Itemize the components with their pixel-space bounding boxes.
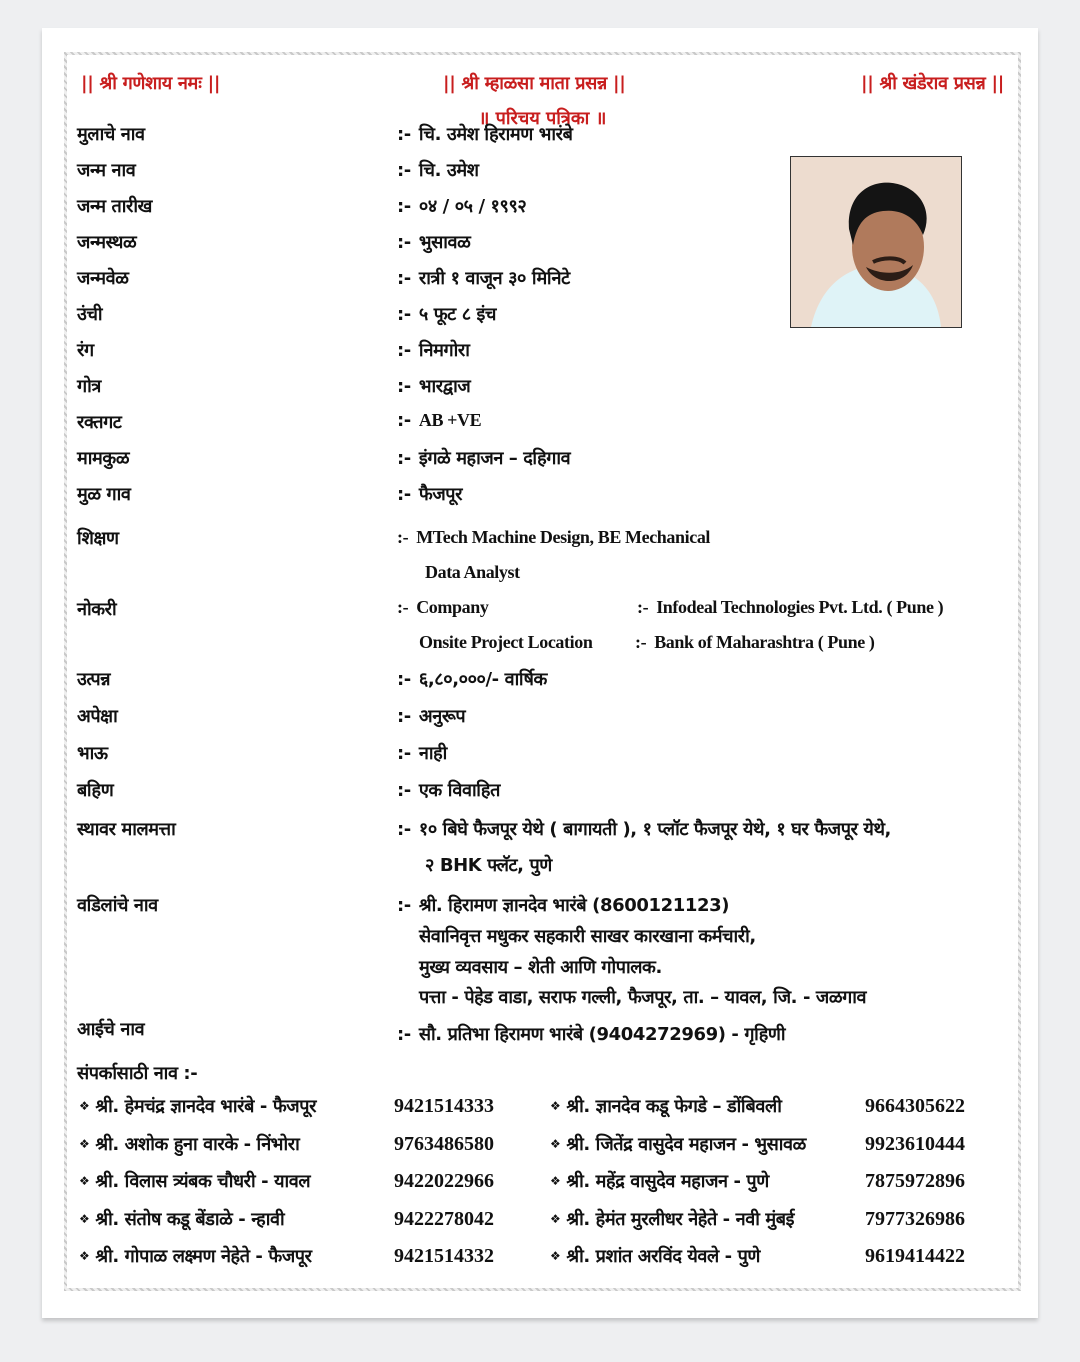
separator: :- — [397, 196, 411, 217]
field-value — [397, 374, 470, 398]
diamond-bullet-icon: ❖ — [79, 1174, 90, 1188]
field-value-text: चि. उमेश — [418, 160, 479, 181]
diamond-bullet-icon: ❖ — [550, 1136, 561, 1151]
father-address: पत्ता - पेहेड वाडा, सराफ गल्ली, फैजपूर, ता. – यावल, जि. - जळगाव — [419, 987, 867, 1008]
mother-value — [397, 1022, 785, 1046]
diamond-bullet-icon: ❖ — [550, 1249, 561, 1263]
decorative-border — [64, 52, 1021, 1291]
field-label: गोत्र — [77, 376, 101, 397]
field-value-text: चि. उमेश हिरामण भारंबे — [418, 124, 573, 145]
contact-item — [550, 1244, 760, 1268]
company-value — [637, 597, 943, 618]
separator: :- — [397, 895, 411, 916]
field-value — [397, 302, 496, 326]
field-label: मुलाचे नाव — [77, 124, 145, 145]
field-label: जन्म तारीख — [77, 196, 152, 217]
field-value-text: एक विवाहित — [418, 780, 500, 801]
diamond-bullet-icon: ❖ — [550, 1174, 561, 1188]
designation: Data Analyst — [425, 562, 520, 582]
field-value-text: ०४ / ०५ / १९९२ — [418, 196, 527, 217]
field-value-text: इंगळे महाजन – दहिगाव — [418, 448, 571, 469]
separator: :- — [397, 743, 411, 764]
separator: :- — [397, 819, 411, 840]
field-value — [397, 778, 500, 802]
invocation-center: || श्री म्हाळसा माता प्रसन्न || — [443, 73, 626, 94]
separator: :- — [397, 597, 409, 617]
field-label: जन्म नाव — [77, 160, 136, 181]
education-text: MTech Machine Design, BE Mechanical — [416, 527, 711, 547]
contacts-title: संपर्कासाठी नाव :- — [77, 1063, 198, 1084]
field-value — [397, 122, 572, 146]
father-occupation: सेवानिवृत्त मधुकर सहकारी साखर कारखाना कर्मचारी, — [419, 926, 756, 947]
contact-phone[interactable]: 7875972896 — [865, 1170, 965, 1192]
contact-phone[interactable]: 9664305622 — [865, 1095, 965, 1117]
company-label-text: Company — [416, 597, 489, 617]
job-label: नोकरी — [77, 599, 117, 620]
field-label: जन्मस्थळ — [77, 232, 137, 253]
separator: :- — [637, 597, 649, 617]
contact-item — [550, 1169, 769, 1193]
contact-name: श्री. जितेंद्र वासुदेव महाजन - भुसावळ — [566, 1133, 806, 1155]
field-value-text: अनुरूप — [418, 706, 466, 727]
field-label: बहिण — [77, 780, 114, 801]
diamond-bullet-icon: ❖ — [79, 1136, 90, 1151]
separator: :- — [397, 268, 411, 289]
person-photo-icon — [791, 157, 961, 327]
education-value — [397, 527, 710, 548]
contact-name: श्री. गोपाळ लक्ष्मण नेहेते - फैजपूर — [95, 1246, 312, 1267]
father-label: वडिलांचे नाव — [77, 895, 158, 916]
onsite-location-label: Onsite Project Location — [419, 632, 593, 652]
field-label: भाऊ — [77, 743, 108, 764]
onsite-location-value — [635, 632, 875, 653]
contact-item — [550, 1207, 794, 1231]
separator: :- — [397, 780, 411, 801]
field-label: उत्पन्न — [77, 669, 111, 690]
contact-name: श्री. विलास त्र्यंबक चौधरी - यावल — [95, 1171, 311, 1192]
contact-name: श्री. हेमचंद्र ज्ञानदेव भारंबे - फैजपूर — [95, 1096, 317, 1117]
contact-phone[interactable]: 7977326986 — [865, 1207, 965, 1230]
contact-item — [79, 1132, 299, 1156]
separator: :- — [397, 160, 411, 181]
mother-label: आईचे नाव — [77, 1019, 145, 1040]
field-value-text: ६,८०,०००/- वार्षिक — [418, 669, 547, 690]
field-value-text: निमगोरा — [418, 340, 470, 361]
separator: :- — [397, 448, 411, 469]
father-business: मुख्य व्यवसाय – शेती आणि गोपालक. — [419, 957, 662, 978]
separator: :- — [397, 1024, 411, 1045]
father-name-text: श्री. हिरामण ज्ञानदेव भारंबे (8600121123) — [418, 895, 730, 916]
field-value — [397, 338, 470, 362]
page-title: ॥ परिचय पत्रिका ॥ — [478, 108, 607, 129]
separator: :- — [397, 484, 411, 505]
contact-item — [550, 1094, 782, 1118]
field-label: उंची — [77, 304, 103, 325]
property-line-1: १० बिघे फैजपूर येथे ( बागायती ), १ प्लॉट फैजपूर येथे, १ घर फैजपूर येथे, — [418, 819, 891, 840]
invocation-left: || श्री गणेशाय नमः || — [81, 73, 221, 94]
contact-item — [79, 1094, 316, 1118]
field-value — [397, 482, 462, 506]
field-label: मामकुळ — [77, 448, 130, 469]
field-value — [397, 158, 479, 182]
separator: :- — [397, 669, 411, 690]
field-value-text: फैजपूर — [418, 484, 463, 505]
contact-name: श्री. ज्ञानदेव कडू फेगडे – डोंबिवली — [566, 1096, 782, 1117]
contact-name: श्री. अशोक हुना वारके - निंभोरा — [95, 1133, 300, 1155]
field-value — [397, 667, 547, 691]
invocation-right: || श्री खंडेराव प्रसन्न || — [860, 73, 1004, 94]
diamond-bullet-icon: ❖ — [550, 1211, 561, 1226]
separator: :- — [397, 304, 411, 325]
field-value-text: रात्री १ वाजून ३० मिनिटे — [418, 268, 570, 289]
separator: :- — [397, 410, 411, 431]
separator: :- — [397, 232, 411, 253]
field-label: अपेक्षा — [77, 706, 118, 727]
father-name — [397, 893, 729, 917]
diamond-bullet-icon: ❖ — [79, 1249, 90, 1263]
field-value-text: AB +VE — [418, 410, 482, 430]
field-label: रंग — [77, 340, 94, 361]
separator: :- — [635, 632, 647, 652]
contact-name: श्री. हेमंत मुरलीधर नेहेते - नवी मुंबई — [566, 1208, 795, 1230]
field-value — [397, 446, 570, 470]
field-value — [397, 704, 465, 728]
separator: :- — [397, 340, 411, 361]
field-value-text: भुसावळ — [418, 232, 471, 253]
field-label: रक्तगट — [77, 412, 122, 433]
biodata-page — [42, 28, 1038, 1318]
field-value — [397, 741, 447, 765]
field-label: मुळ गाव — [77, 484, 131, 505]
property-line-2: २ BHK फ्लॅट, पुणे — [425, 855, 552, 876]
company-name: Infodeal Technologies Pvt. Ltd. ( Pune ) — [656, 597, 944, 617]
diamond-bullet-icon: ❖ — [79, 1211, 90, 1226]
field-label: जन्मवेळ — [77, 268, 129, 289]
contact-phone[interactable]: 9422022966 — [394, 1170, 494, 1192]
profile-photo — [790, 156, 962, 328]
field-value-text: भारद्वाज — [418, 376, 471, 397]
separator: :- — [397, 376, 411, 397]
field-value — [397, 194, 526, 218]
field-value-text: ५ फूट ८ इंच — [418, 304, 497, 325]
company-label — [397, 597, 488, 618]
education-label: शिक्षण — [77, 528, 119, 549]
field-value — [397, 266, 570, 290]
field-value — [397, 230, 470, 254]
diamond-bullet-icon: ❖ — [550, 1099, 561, 1113]
contact-name: श्री. महेंद्र वासुदेव महाजन - पुणे — [566, 1171, 769, 1192]
field-value — [397, 410, 481, 431]
contact-name: श्री. प्रशांत अरविंद येवले - पुणे — [566, 1246, 761, 1267]
contact-phone[interactable]: 9619414422 — [865, 1245, 965, 1267]
mother-text: सौ. प्रतिभा हिरामण भारंबे (9404272969) - गृहिणी — [418, 1024, 786, 1045]
contact-name: श्री. संतोष कडू बेंडाळे - न्हावी — [95, 1208, 285, 1230]
contact-item — [79, 1244, 312, 1268]
diamond-bullet-icon: ❖ — [79, 1099, 90, 1113]
contact-phone[interactable]: 9421514333 — [394, 1095, 494, 1117]
property-label: स्थावर मालमत्ता — [77, 819, 176, 840]
contact-item — [79, 1207, 284, 1231]
contact-phone[interactable]: 9422278042 — [394, 1207, 494, 1230]
contact-phone[interactable]: 9923610444 — [865, 1132, 965, 1155]
field-value-text: नाही — [418, 743, 447, 764]
property-value — [397, 817, 891, 841]
contact-item — [79, 1169, 310, 1193]
contact-phone[interactable]: 9763486580 — [394, 1132, 494, 1155]
separator: :- — [397, 706, 411, 727]
contact-phone[interactable]: 9421514332 — [394, 1245, 494, 1267]
contact-item — [550, 1132, 806, 1156]
separator: :- — [397, 527, 409, 547]
onsite-location-text: Bank of Maharashtra ( Pune ) — [654, 632, 875, 652]
separator: :- — [397, 124, 411, 145]
